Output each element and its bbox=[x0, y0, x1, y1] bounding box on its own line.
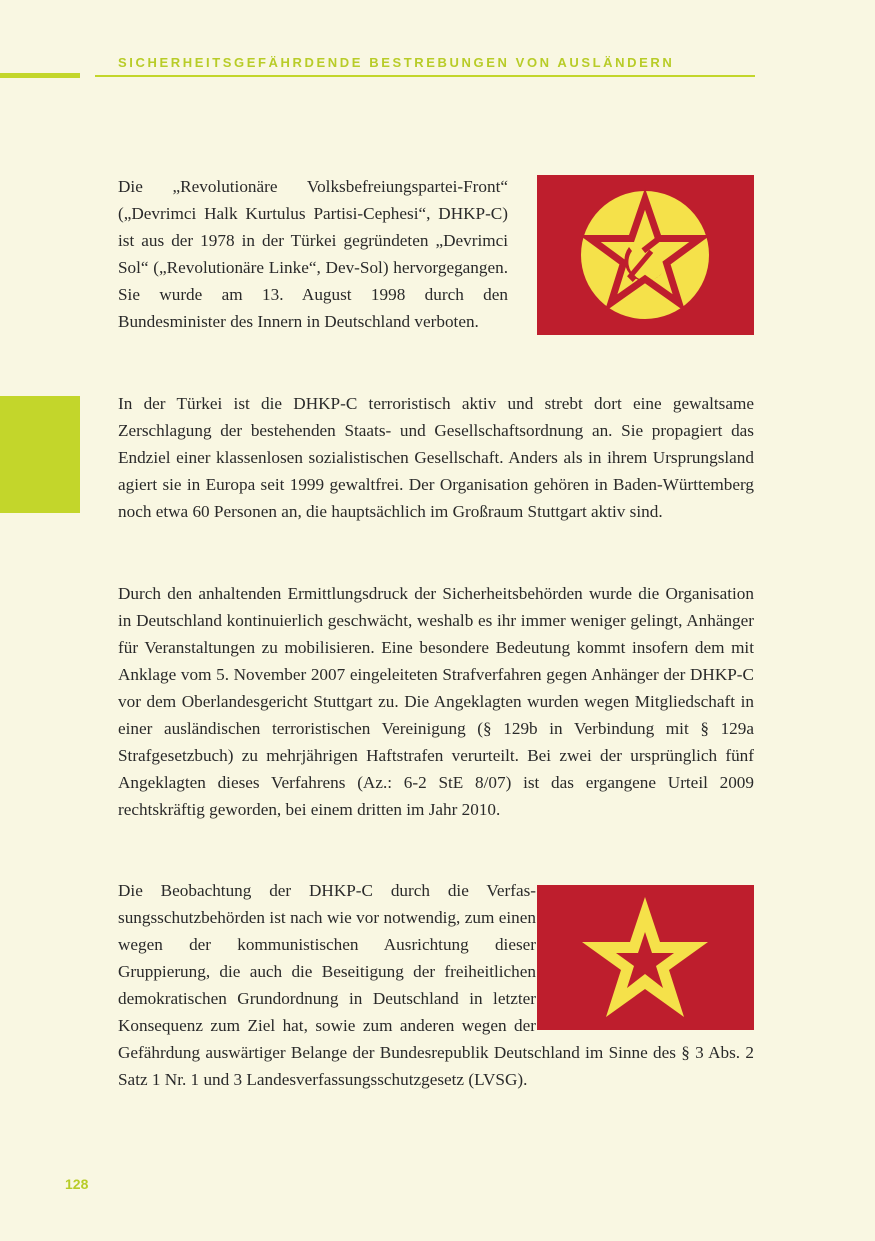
running-header-title: SICHERHEITSGEFÄHRDENDE BESTREBUNGEN VON AUSLÄNDERN bbox=[118, 55, 675, 70]
page-number: 128 bbox=[65, 1176, 89, 1192]
side-chapter-tab bbox=[0, 396, 80, 513]
header-rule bbox=[95, 75, 755, 77]
paragraph-dhkp-c-activity: In der Türkei ist die DHKP-C terroristisch aktiv und strebt dort eine gewaltsame Zerschlagung der bestehenden Staats- und Gesellschaftsordnung an. Sie propagiert das Endziel einer klassenlosen sozialistischen Gesellschaft. Anders als in ihrem Ursprungsland agiert sie in Europa seit 1999 gewaltfrei. Der Organisation gehören in Baden-Württemberg noch etwa 60 Personen an, die hauptsächlich im Großraum Stuttgart aktiv sind. bbox=[118, 394, 754, 521]
flag-spacer bbox=[536, 877, 754, 1035]
dhkp-c-flag-image bbox=[537, 175, 754, 335]
header-accent-bar bbox=[0, 73, 80, 78]
paragraph-observation-text: Die Beobachtung der DHKP-C durch die Verfassungsschutzbehörden ist nach wie vor notwendig, zum einen wegen der kommunistischen Ausrichtung dieser Gruppierung, die auch die Beseitigung der freiheitlichen demokratischen Grundordnung in Deutschland in letzter Konsequenz zum Ziel hat, sowie zum anderen wegen der Gefährdung auswärtiger Belange der Bundesrepublik Deutschland im Sinne des § 3 Abs. 2 Satz 1 Nr. 1 und 3 Landesverfassungsschutzgesetz (LVSG). bbox=[118, 881, 754, 1089]
paragraph-investigations: Durch den anhaltenden Ermittlungsdruck der Sicherheitsbehörden wurde die Organisation in Deutschland kontinuierlich geschwächt, weshalb es ihr immer weniger gelingt, Anhänger für Veranstaltungen zu mobilisieren. Eine besondere Bedeutung kommt insofern dem mit Anklage vom 5. November 2007 eingeleiteten Strafverfahren gegen Anhänger der DHKP-C vor dem Oberlandesgericht Stuttgart zu. Die Angeklagten wurden wegen Mitgliedschaft in einer ausländischen terroristischen Vereinigung (§ 129b in Verbindung mit § 129a Strafgesetzbuch) zu mehrjährigen Haftstrafen verurteilt. Bei zwei der ursprünglich fünf Angeklagten dieses Verfahrens (Az.: 6-2 StE 8/07) ist das ergangene Urteil 2009 rechtskräftig geworden, bei einem dritten im Jahr 2010. bbox=[118, 584, 754, 819]
paragraph-observation bbox=[118, 877, 754, 1093]
paragraph-dhkp-c-origin: Die „Revolutionäre Volksbefreiungspartei-Front“ („Devrimci Halk Kurtulus Partisi-Cephesi“, DHKP-C) ist aus der 1978 in der Türkei gegründeten „Devrimci Sol“ („Revolutionäre Linke“, Dev-Sol) hervorgegangen. Sie wurde am 13. August 1998 durch den Bundesminister des Innern in Deutschland verboten. bbox=[118, 177, 508, 331]
